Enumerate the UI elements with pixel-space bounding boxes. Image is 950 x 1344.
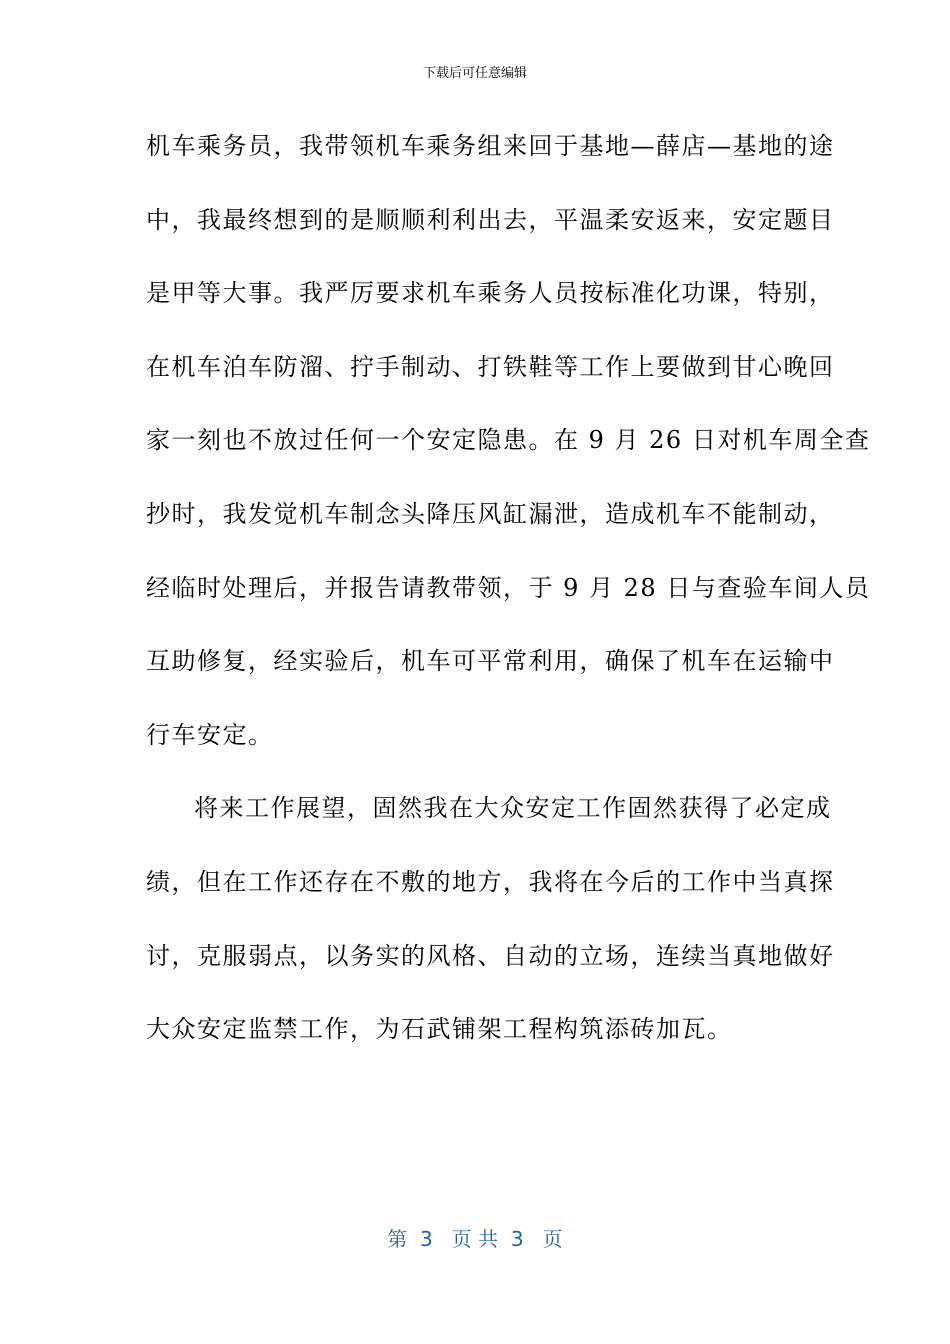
text-line: 抄时，我发觉机车制念头降压风缸漏泄，造成机车不能制动，: [146, 499, 835, 528]
text-line: 家一刻也不放过任何一个安定隐患。在 9 月 26 日对机车周全查: [146, 426, 871, 455]
text-line: 绩，但在工作还存在不敷的地方，我将在今后的工作中当真探: [146, 867, 835, 896]
document-body: [146, 124, 871, 1081]
text-line: 经临时处理后，并报告请教带领，于 9 月 28 日与查验车间人员: [146, 573, 871, 602]
text-line: 行车安定。: [146, 720, 274, 749]
page-header: 下载后可任意编辑: [422, 66, 527, 81]
paragraph-2: [146, 786, 835, 1080]
page-footer: 第 3 页 共 3 页: [387, 1227, 563, 1251]
paragraph-1: [146, 124, 871, 786]
text-line: 是甲等大事。我严厉要求机车乘务人员按标准化功课，特别，: [146, 279, 835, 308]
text-line: 机车乘务员，我带领机车乘务组来回于基地—薛店—基地的途: [146, 132, 835, 160]
text-line: 大众安定监禁工作，为石武铺架工程构筑添砖加瓦。: [146, 1015, 733, 1044]
text-line: 在机车泊车防溜、拧手制动、打铁鞋等工作上要做到甘心晚回: [146, 352, 835, 381]
text-line: 中，我最终想到的是顺顺利利出去，平温柔安返来，安定题目: [146, 205, 835, 234]
text-line: 将来工作展望，固然我在大众安定工作固然获得了必定成: [194, 794, 832, 823]
text-line: 互助修复，经实验后，机车可平常利用，确保了机车在运输中: [146, 647, 835, 676]
text-line: 讨，克服弱点，以务实的风格、自动的立场，连续当真地做好: [146, 941, 835, 970]
